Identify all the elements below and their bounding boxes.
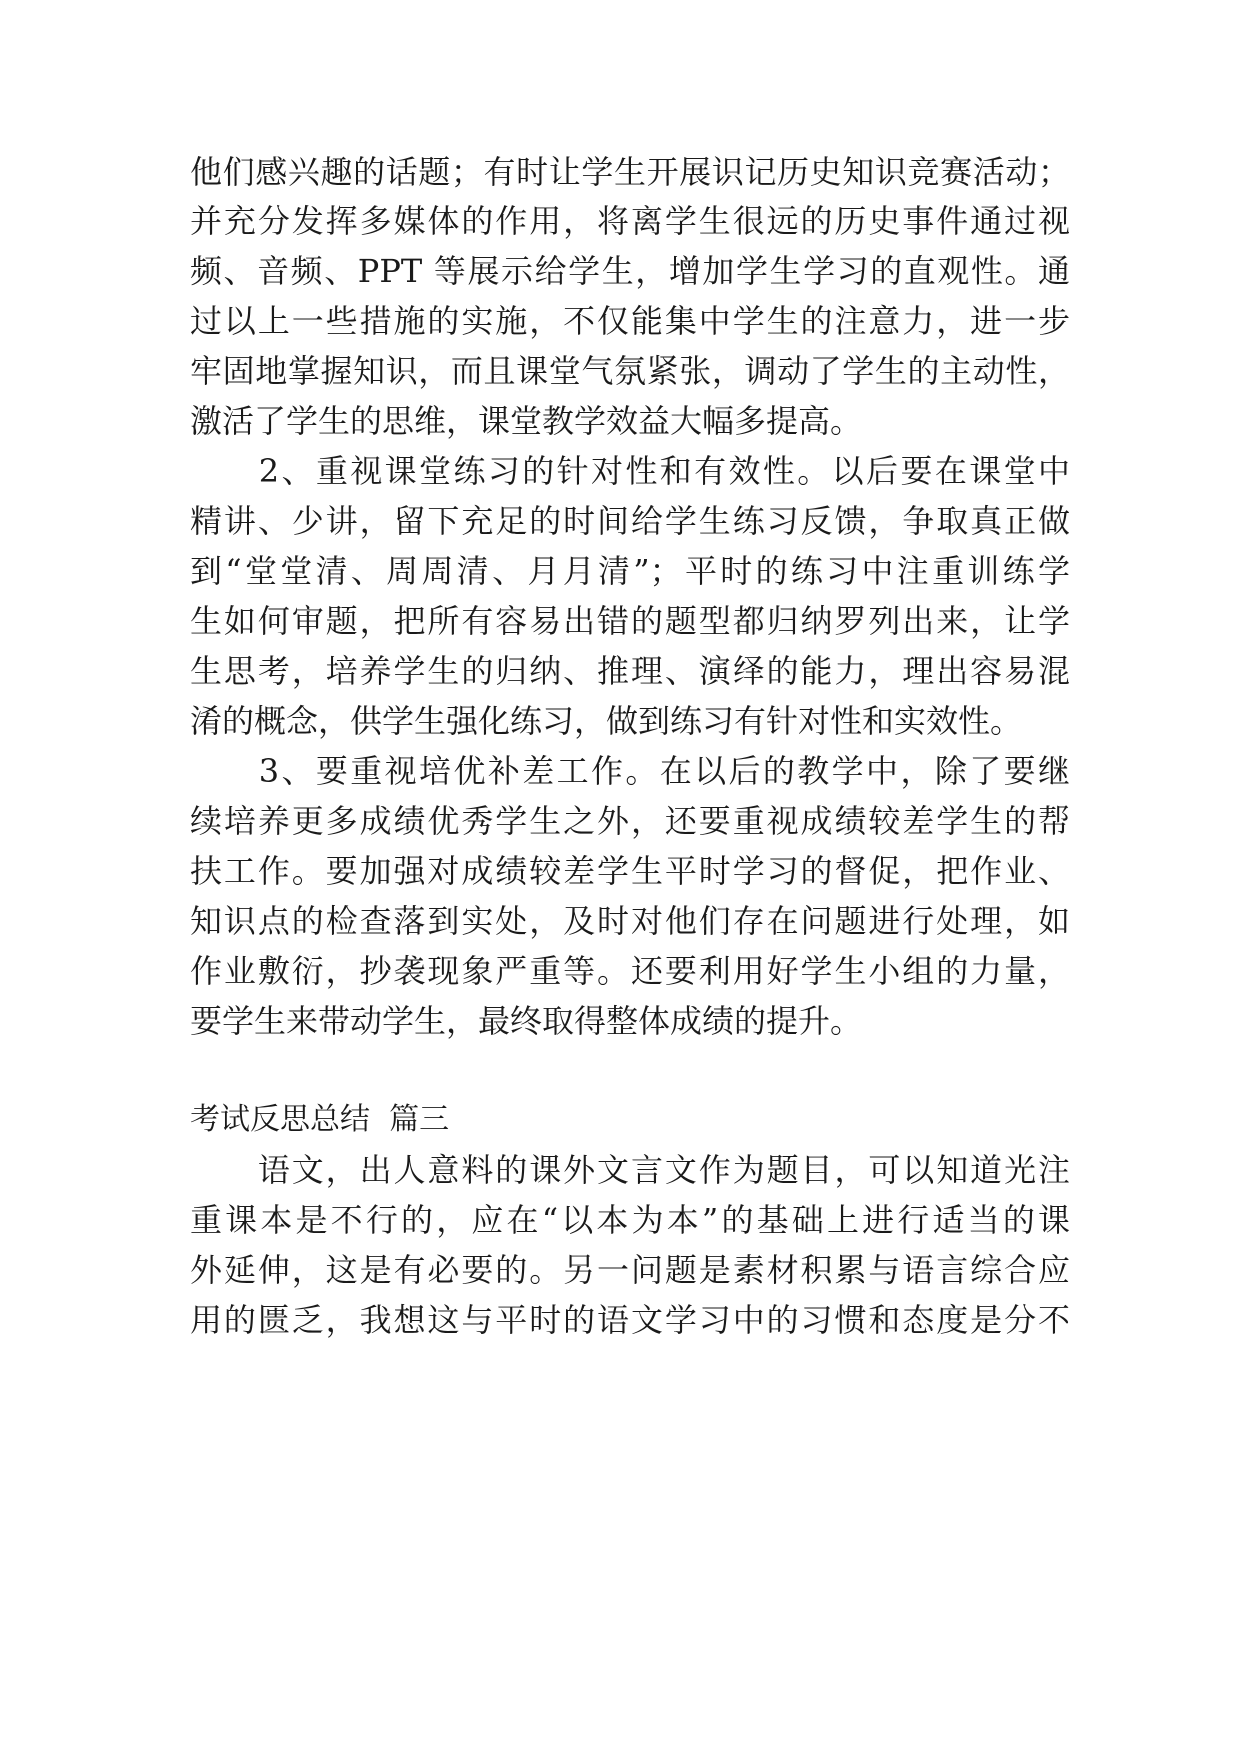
text-line: 用的匮乏，我想这与平时的语文学习中的习惯和态度是分不: [190, 1301, 1070, 1339]
text-line: 过以上一些措施的实施，不仅能集中学生的注意力，进一步: [190, 302, 1070, 340]
text-line: 并充分发挥多媒体的作用，将离学生很远的历史事件通过视: [190, 202, 1070, 240]
text-line: 作业敷衍，抄袭现象严重等。还要利用好学生小组的力量，: [190, 952, 1070, 990]
text-line: 生思考，培养学生的归纳、推理、演绎的能力，理出容易混: [190, 652, 1070, 690]
text-line: 重课本是不行的，应在“以本为本”的基础上进行适当的课: [190, 1201, 1070, 1239]
text-line: 知识点的检查落到实处，及时对他们存在问题进行处理，如: [190, 902, 1070, 940]
text-line: 3、要重视培优补差工作。在以后的教学中，除了要继: [190, 752, 1070, 790]
text-line: 到“堂堂清、周周清、月月清”；平时的练习中注重训练学: [190, 552, 1070, 590]
text-line: 淆的概念，供学生强化练习，做到练习有针对性和实效性。: [190, 702, 1023, 740]
text-line: 频、音频、PPT 等展示给学生，增加学生学习的直观性。通: [190, 252, 1070, 290]
text-line: 激活了学生的思维，课堂教学效益大幅多提高。: [190, 402, 863, 440]
text-line: 2、重视课堂练习的针对性和有效性。以后要在课堂中: [190, 452, 1070, 490]
text-line: 要学生来带动学生，最终取得整体成绩的提升。: [190, 1002, 863, 1040]
text-line: 生如何审题，把所有容易出错的题型都归纳罗列出来，让学: [190, 602, 1070, 640]
text-line: 外延伸，这是有必要的。另一问题是素材积累与语言综合应: [190, 1251, 1070, 1289]
text-line: 精讲、少讲，留下充足的时间给学生练习反馈，争取真正做: [190, 502, 1070, 540]
section-heading: 考试反思总结 篇三: [190, 1102, 450, 1137]
text-line: 他们感兴趣的话题；有时让学生开展识记历史知识竞赛活动；: [190, 153, 1070, 191]
text-line: 扶工作。要加强对成绩较差学生平时学习的督促，把作业、: [190, 852, 1070, 890]
text-line: 牢固地掌握知识，而且课堂气氛紧张，调动了学生的主动性，: [190, 352, 1070, 390]
text-line: 语文，出人意料的课外文言文作为题目，可以知道光注: [190, 1151, 1070, 1189]
text-line: 续培养更多成绩优秀学生之外，还要重视成绩较差学生的帮: [190, 802, 1070, 840]
